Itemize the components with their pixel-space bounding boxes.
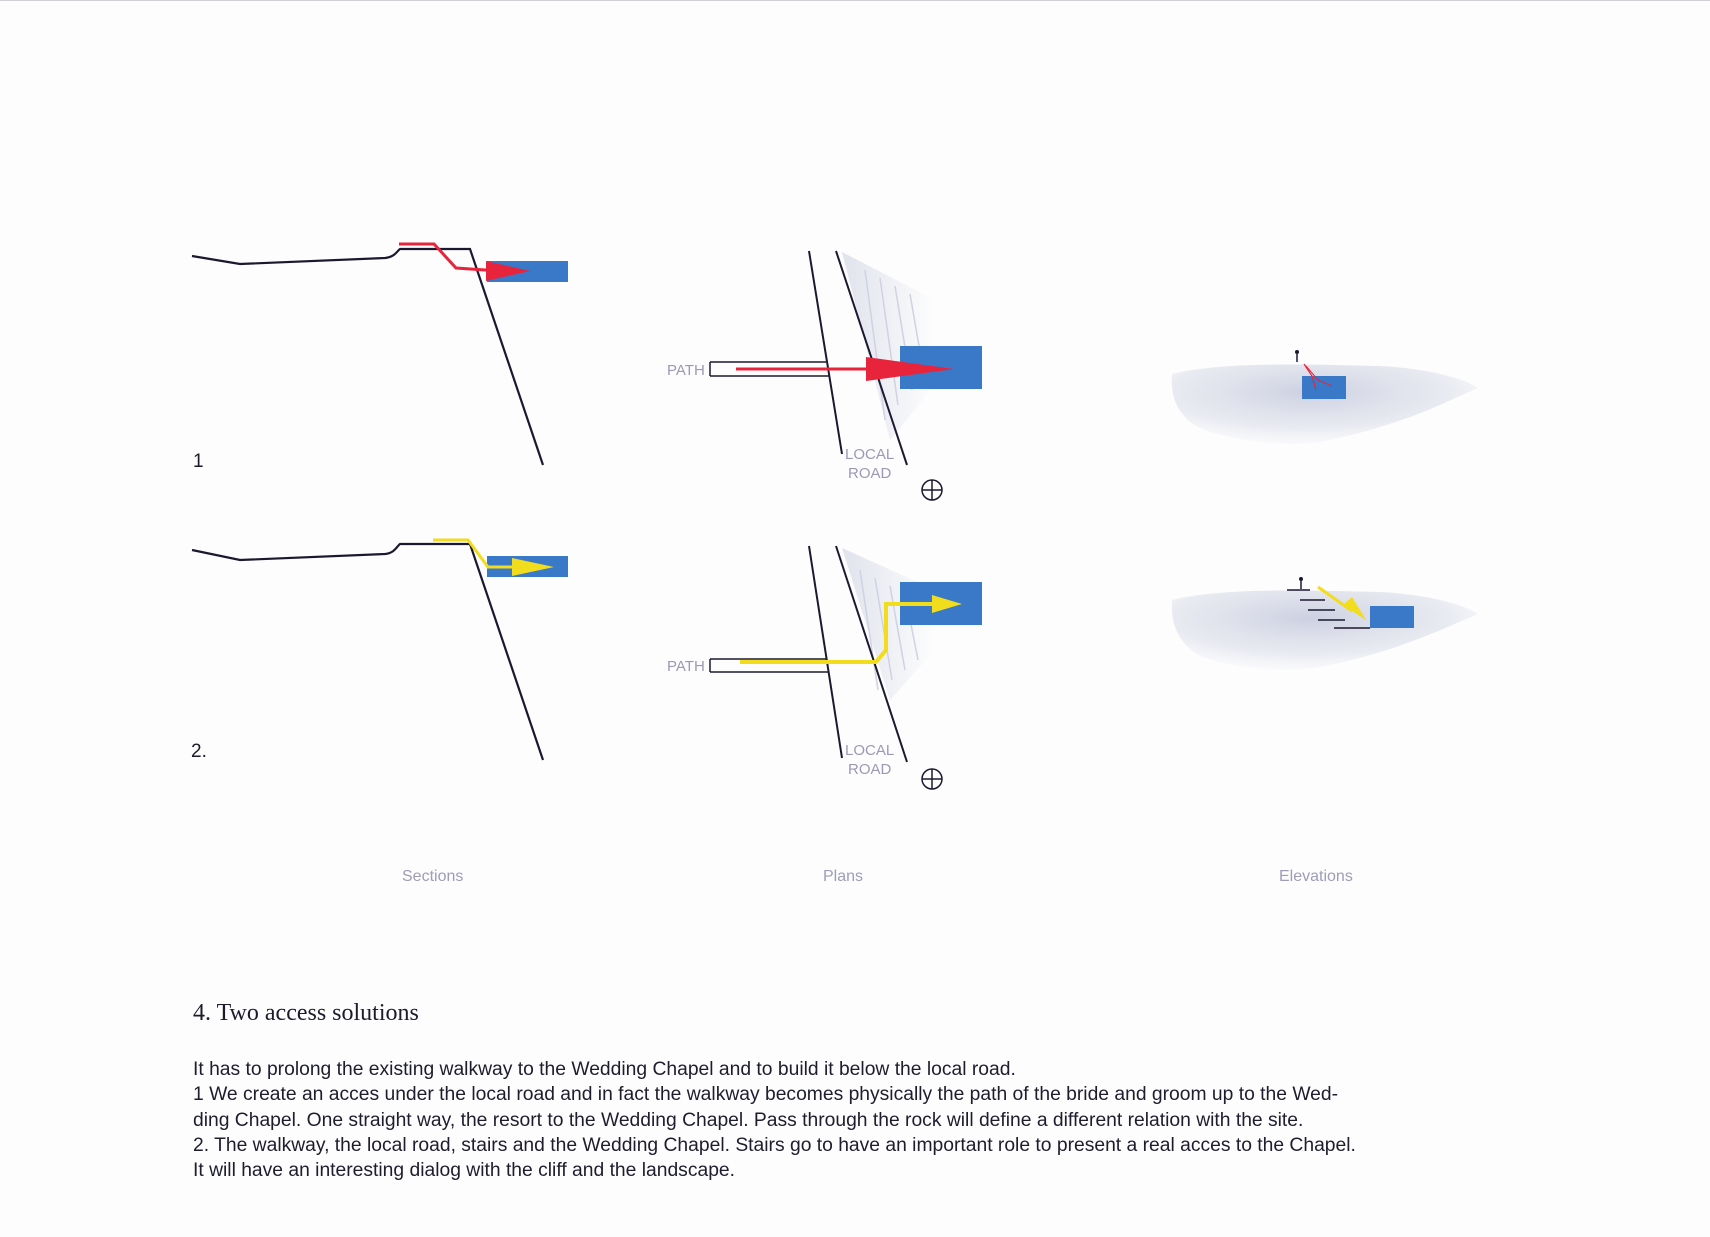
plan-2-road-label-2: ROAD [848, 761, 892, 778]
description-line: 1 We create an acces under the local road and in fact the walkway becomes physically the path of the bride and groom up to the Wed- [193, 1084, 1339, 1106]
section-2 [191, 540, 568, 762]
description-line: ding Chapel. One straight way, the resort to the Wedding Chapel. Pass through the rock will define a different relation with the site. [193, 1109, 1304, 1131]
plan-2-road-edge-left [809, 546, 842, 758]
elevation-1 [1172, 350, 1478, 444]
plan-1-road-label-1: LOCAL [845, 446, 895, 463]
north-arrow-icon [922, 769, 942, 789]
elevation-2-chapel-block [1370, 606, 1414, 628]
row-number-2: 2. [191, 741, 207, 762]
plan-2 [667, 546, 982, 789]
person-icon [1295, 350, 1299, 362]
description-line: 2. The walkway, the local road, stairs and the Wedding Chapel. Stairs go to have an important role to present a real acces to the Chapel. [193, 1134, 1356, 1156]
person-icon [1299, 577, 1303, 589]
caption-sections: Sections [402, 868, 464, 885]
north-arrow-icon [922, 480, 942, 500]
description-line: It will have an interesting dialog with the cliff and the landscape. [193, 1160, 735, 1182]
plan-1 [667, 251, 982, 500]
elevation-1-chapel-block [1302, 376, 1346, 399]
plan-1-path-label: PATH [667, 362, 705, 379]
plan-2-path-label: PATH [667, 658, 705, 675]
elevation-2-landscape [1172, 590, 1478, 669]
caption-elevations: Elevations [1279, 868, 1353, 885]
elevation-2 [1172, 577, 1478, 670]
plan-1-road-label-2: ROAD [848, 465, 892, 482]
section-heading: 4. Two access solutions [193, 1000, 419, 1026]
plan-2-road-label-1: LOCAL [845, 742, 895, 759]
caption-plans: Plans [823, 868, 864, 885]
description-line: It has to prolong the existing walkway to the Wedding Chapel and to build it below the local road. [193, 1059, 1016, 1080]
plan-1-road-edge-left [809, 251, 842, 454]
row-number-1: 1 [193, 451, 204, 472]
section-1 [192, 244, 568, 472]
description-text [193, 1057, 1493, 1183]
